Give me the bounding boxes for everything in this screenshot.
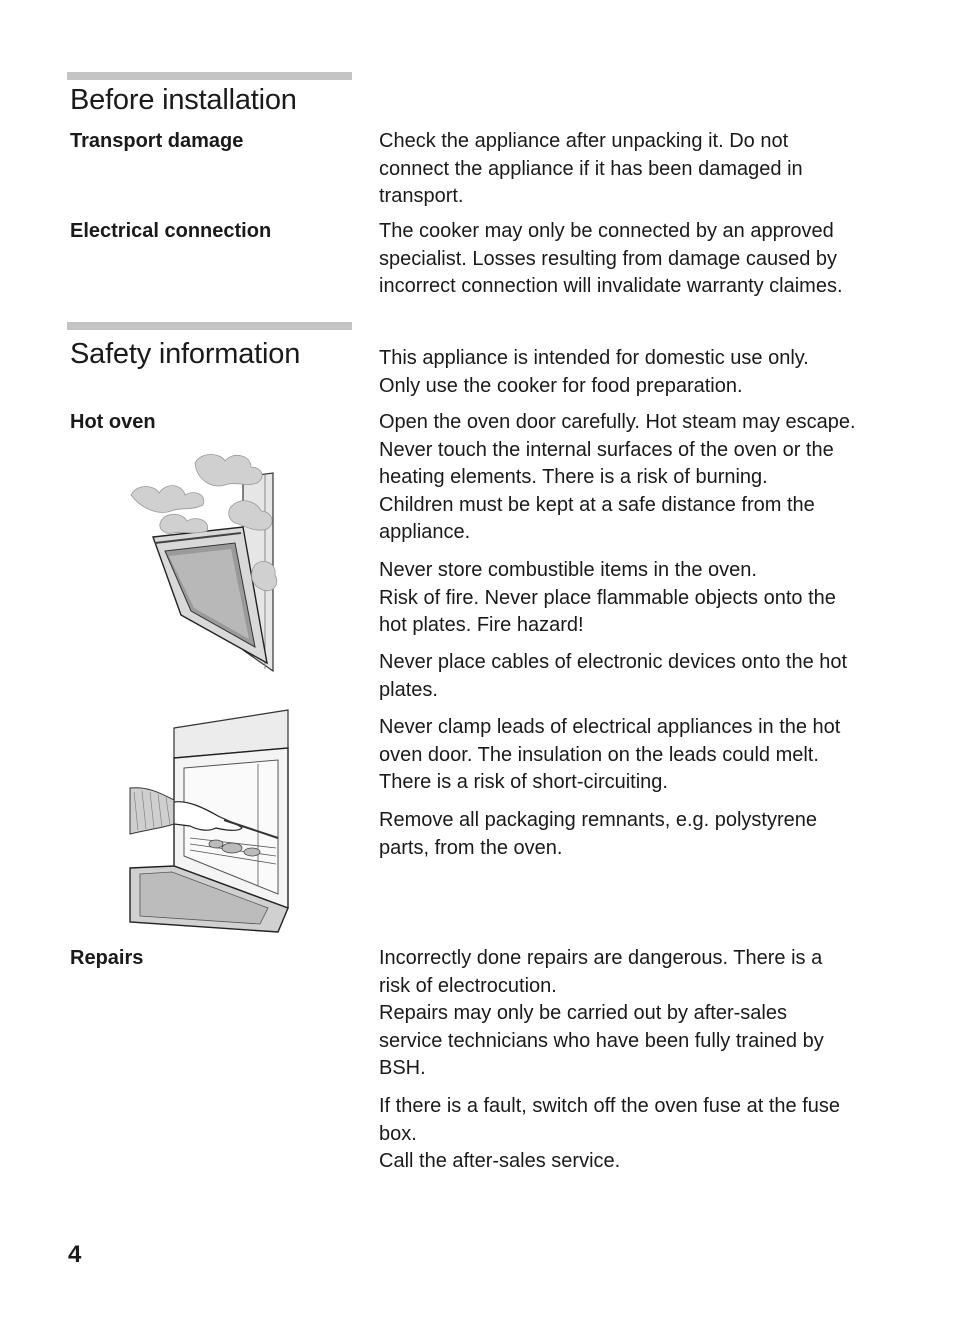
text-electrical-connection: The cooker may only be connected by an approved specialist. Losses resulting from damage caused by incorrect connection will invalidate warranty claimes. xyxy=(379,220,843,298)
text-repairs-2: If there is a fault, switch off the oven fuse at the fuse box. Call the after-sales service. xyxy=(379,1095,841,1173)
text-safety-intro: This appliance is intended for domestic use only. Only use the cooker for food preparation. xyxy=(379,347,809,397)
label-transport-damage: Transport damage xyxy=(70,130,244,152)
text-hot-oven-3: Never place cables of electronic devices onto the hot plates. xyxy=(379,651,848,701)
text-repairs-1: Incorrectly done repairs are dangerous. There is a risk of electrocution. Repairs may only be carried out by after-sales service technicians who have been fully trained by BSH. xyxy=(379,947,824,1080)
heading-before-installation: Before installation xyxy=(70,84,297,116)
section-rule-safety-information xyxy=(67,322,352,330)
heading-safety-information: Safety information xyxy=(70,338,301,370)
page-number: 4 xyxy=(68,1241,82,1268)
section-rule-before-installation xyxy=(67,72,352,80)
text-hot-oven-5: Remove all packaging remnants, e.g. polystyrene parts, from the oven. xyxy=(379,809,818,859)
label-hot-oven: Hot oven xyxy=(70,411,156,433)
text-hot-oven-2: Never store combustible items in the oven. Risk of fire. Never place flammable objects onto the hot plates. Fire hazard! xyxy=(379,559,836,637)
oven-hand-illustration xyxy=(128,708,292,936)
oven-steam-illustration xyxy=(125,445,285,673)
label-repairs: Repairs xyxy=(70,947,144,969)
label-electrical-connection: Electrical connection xyxy=(70,220,272,242)
text-hot-oven-1: Open the oven door carefully. Hot steam may escape. Never touch the internal surfaces of the oven or the heating elements. There is a risk of burning. Children must be kept at a safe distance from the appliance. xyxy=(379,411,856,544)
text-hot-oven-4: Never clamp leads of electrical appliances in the hot oven door. The insulation on the leads could melt. There is a risk of short-circuiting. xyxy=(379,716,841,794)
text-transport-damage: Check the appliance after unpacking it. Do not connect the appliance if it has been damaged in transport. xyxy=(379,130,803,208)
